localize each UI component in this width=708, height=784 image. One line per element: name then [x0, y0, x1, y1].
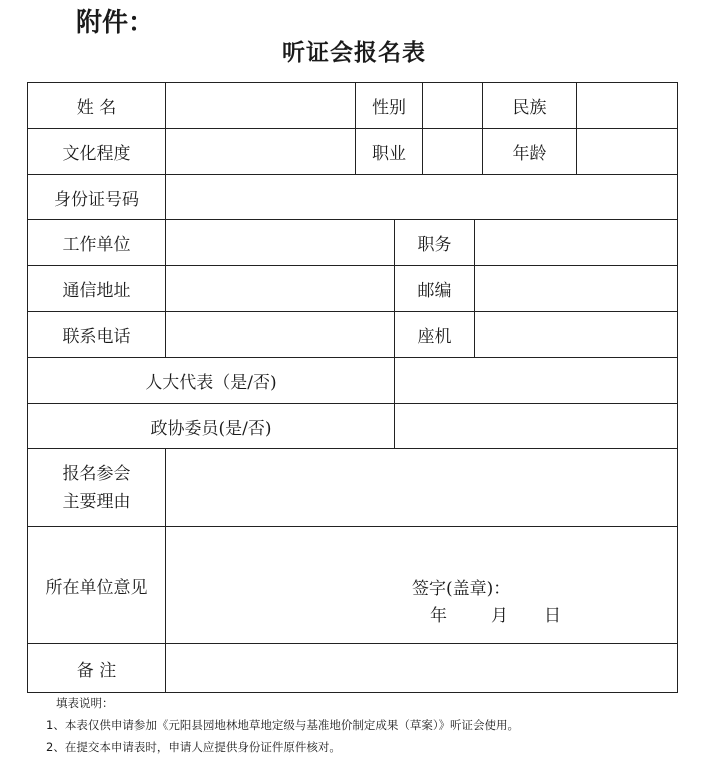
date-month-label: 月: [491, 606, 508, 626]
label-landline: 座机: [395, 312, 475, 358]
field-phone[interactable]: [166, 312, 395, 358]
label-gender: 性别: [356, 83, 423, 129]
signature-date: [430, 601, 561, 626]
field-ethnicity[interactable]: [577, 83, 677, 129]
field-position[interactable]: [475, 220, 677, 266]
field-name[interactable]: [166, 83, 356, 129]
field-age[interactable]: [577, 129, 677, 175]
label-occupation: 职业: [356, 129, 423, 175]
field-id-number[interactable]: [166, 175, 677, 220]
form-notes: [46, 692, 519, 758]
field-remarks[interactable]: [166, 644, 677, 692]
date-day-label: 日: [544, 606, 561, 626]
label-reason-line1: 报名参会: [62, 463, 131, 484]
field-landline[interactable]: [475, 312, 677, 358]
note-item-2: 2、在提交本申请表时，申请人应提供身份证件原件核对。: [46, 740, 341, 754]
label-cppcc-member: 政协委员(是/否): [28, 404, 395, 449]
field-work-unit[interactable]: [166, 220, 395, 266]
label-reason-line2: 主要理由: [62, 491, 131, 512]
label-unit-opinion: 所在单位意见: [28, 527, 166, 644]
field-reason[interactable]: [166, 449, 677, 527]
label-age: 年龄: [483, 129, 577, 175]
label-postcode: 邮编: [395, 266, 475, 312]
label-position: 职务: [395, 220, 475, 266]
field-gender[interactable]: [423, 83, 483, 129]
label-remarks: 备 注: [28, 644, 166, 692]
field-postcode[interactable]: [475, 266, 677, 312]
label-id-number: 身份证号码: [28, 175, 166, 220]
field-address[interactable]: [166, 266, 395, 312]
label-reason: [28, 449, 166, 527]
label-address: 通信地址: [28, 266, 166, 312]
label-work-unit: 工作单位: [28, 220, 166, 266]
field-cppcc-member[interactable]: [395, 404, 677, 449]
date-year-label: 年: [430, 606, 447, 626]
label-ethnicity: 民族: [483, 83, 577, 129]
label-education: 文化程度: [28, 129, 166, 175]
note-item-1: 1、本表仅供申请参加《元阳县园地林地草地定级与基准地价制定成果（草案）》听证会使用。: [46, 718, 520, 732]
signature-label: 签字(盖章)：: [412, 579, 511, 599]
page-title: 听证会报名表: [282, 39, 426, 66]
label-name: 姓 名: [28, 83, 166, 129]
field-npc-deputy[interactable]: [395, 358, 677, 404]
notes-heading: 填表说明：: [56, 696, 114, 710]
attachment-label: 附件：: [76, 8, 155, 38]
field-education[interactable]: [166, 129, 356, 175]
label-npc-deputy: 人大代表（是/否): [28, 358, 395, 404]
field-occupation[interactable]: [423, 129, 483, 175]
registration-form-table: [27, 82, 678, 693]
label-phone: 联系电话: [28, 312, 166, 358]
